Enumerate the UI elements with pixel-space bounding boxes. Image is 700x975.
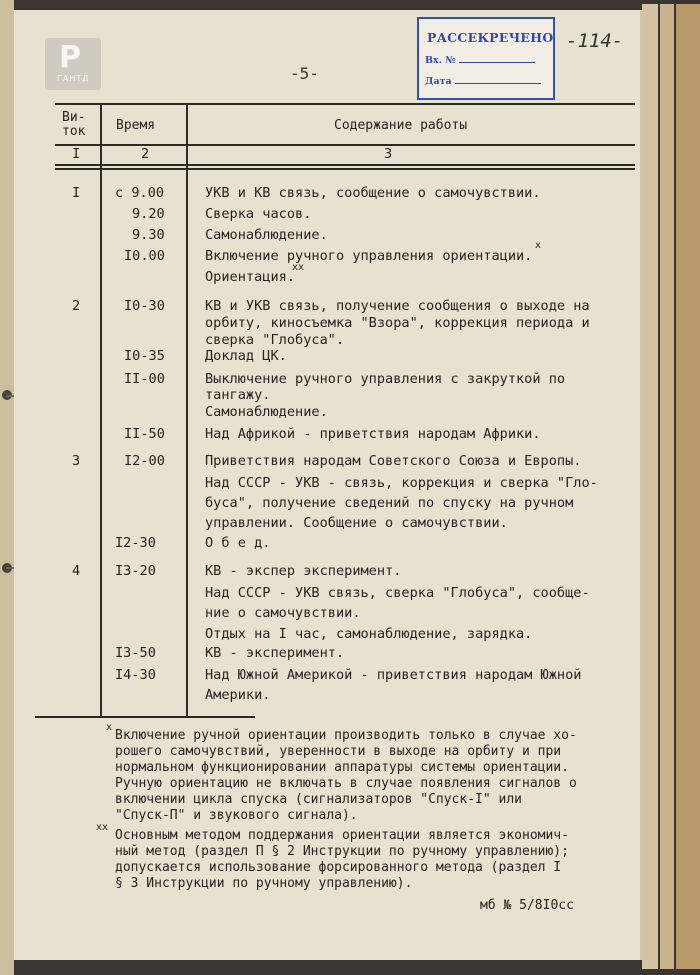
stamp-date-label: Дата [425,76,452,87]
content-line: Самонаблюдение. [205,227,328,243]
time-cell: 9.30 [132,227,165,243]
content-line: сверка "Глобуса". [205,332,345,348]
content-line: Выключение ручного управления с закруткой по [205,371,566,387]
content-line: Над Южной Америкой - приветствия народам Южной [205,667,582,683]
header-content: Содержание работы [334,118,468,133]
stamp-incoming-line [425,55,535,66]
footnote-1-mark: x [106,722,113,733]
content-line: ние о самочувствии. [205,605,361,621]
content-line: Сверка часов. [205,206,312,222]
time-cell: I3-50 [115,645,156,661]
time-cell: II-50 [124,426,165,442]
footnote-2-line: ный метод (раздел П § 2 Инструкции по ручному управлению); [115,844,569,859]
content-line: тангажу. [205,387,271,403]
footnote-2-line: допускается использование форсированного метода (раздел I [115,860,562,875]
footnote-1-line: рошего самочувствий, уверенности в выходе на орбиту и при [115,744,562,759]
content-line: Ориентация. [205,269,296,285]
archive-logo [45,38,101,90]
orbit-cell: I [72,185,81,201]
declassified-stamp [417,17,555,100]
stamp-date-line [425,76,541,87]
time-cell: I0.00 [124,248,165,264]
content-line: буса", получение сведений по спуску на ручном [205,495,574,511]
time-cell: I3-20 [115,563,156,579]
content-line: управлении. Сообщение о самочувствии. [205,515,508,531]
content-line: УКВ и КВ связь, сообщение о самочувствии. [205,185,541,201]
col-number-3: 3 [384,146,393,162]
stamp-title: РАССЕКРЕЧЕНО [427,30,554,45]
table-col-divider [100,103,102,716]
footnote-2-line: § 3 Инструкции по ручному управлению). [115,876,413,891]
page-number: -5- [290,64,319,83]
time-cell: I2-30 [115,535,156,551]
header-orbit-line1: Ви- [62,110,86,125]
logo-caption: ГАНТД [57,74,90,83]
table-rule-numbers [55,164,635,166]
content-line: Отдых на I час, самонаблюдение, зарядка. [205,626,533,642]
content-line: Доклад ЦК. [205,348,287,364]
orbit-cell: 3 [72,453,81,469]
page-stack-edge [676,4,700,969]
header-orbit-line2: ток [62,124,86,139]
footnote-1-line: включении цикла спуска (сигнализаторов "Спуск-I" или [115,792,522,807]
table-rule-bottom [35,716,255,718]
logo-letter: Р [59,40,81,75]
time-cell: I0-30 [124,298,165,314]
time-cell: I0-35 [124,348,165,364]
footnote-1-line: нормальном функционировании аппаратуры системы ориентации. [115,760,569,775]
time-cell: 9.20 [132,206,165,222]
folio-number: -114- [566,30,624,52]
footnote-1-line: "Спуск-П" и звукового сигнала). [115,808,358,823]
footnote-mark-xx: xx [292,262,305,273]
time-cell: с 9.00 [115,185,165,201]
stamp-incoming-label: Вх. № [425,55,456,66]
content-line: Над Африкой - приветствия народам Африки. [205,426,541,442]
content-line: О б е д. [205,535,271,551]
col-number-2: 2 [141,146,150,162]
footnote-mark-x: x [535,240,542,251]
binding-strip [0,0,14,975]
orbit-cell: 4 [72,563,81,579]
content-line: КВ - эксперимент. [205,645,345,661]
footnote-2-line: Основным методом поддержания ориентации является экономич- [115,828,569,843]
table-rule-top [55,103,635,105]
content-line: КВ и УКВ связь, получение сообщения о выходе на [205,298,590,314]
content-line: Самонаблюдение. [205,404,328,420]
orbit-cell: 2 [72,298,81,314]
footnote-1-line: Включение ручной ориентации производить только в случае хо- [115,728,577,743]
col-number-1: I [72,146,81,162]
header-time: Время [116,118,156,133]
page-stack-edge [642,4,658,969]
content-line: Над СССР - УКВ - связь, коррекция и сверка "Гло- [205,475,598,491]
footnote-1-line: Ручную ориентацию не включать в случае появления сигналов о [115,776,577,791]
content-line: Америки. [205,687,271,703]
content-line: орбиту, киносъемка "Взора", коррекция периода и [205,315,590,331]
time-cell: I4-30 [115,667,156,683]
time-cell: I2-00 [124,453,165,469]
content-line: КВ - экспер эксперимент. [205,563,402,579]
table-col-divider [186,103,188,716]
page-stack-edge [660,4,674,969]
footnote-2-mark: xx [96,822,109,833]
time-cell: II-00 [124,371,165,387]
content-line: Включение ручного управления ориентации. [205,248,533,264]
content-line: Приветствия народам Советского Союза и Европы. [205,453,582,469]
table-rule-numbers-double [55,168,635,170]
content-line: Над СССР - УКВ связь, сверка "Глобуса", сообще- [205,585,590,601]
document-reference: мб № 5/8I0сс [480,898,574,913]
